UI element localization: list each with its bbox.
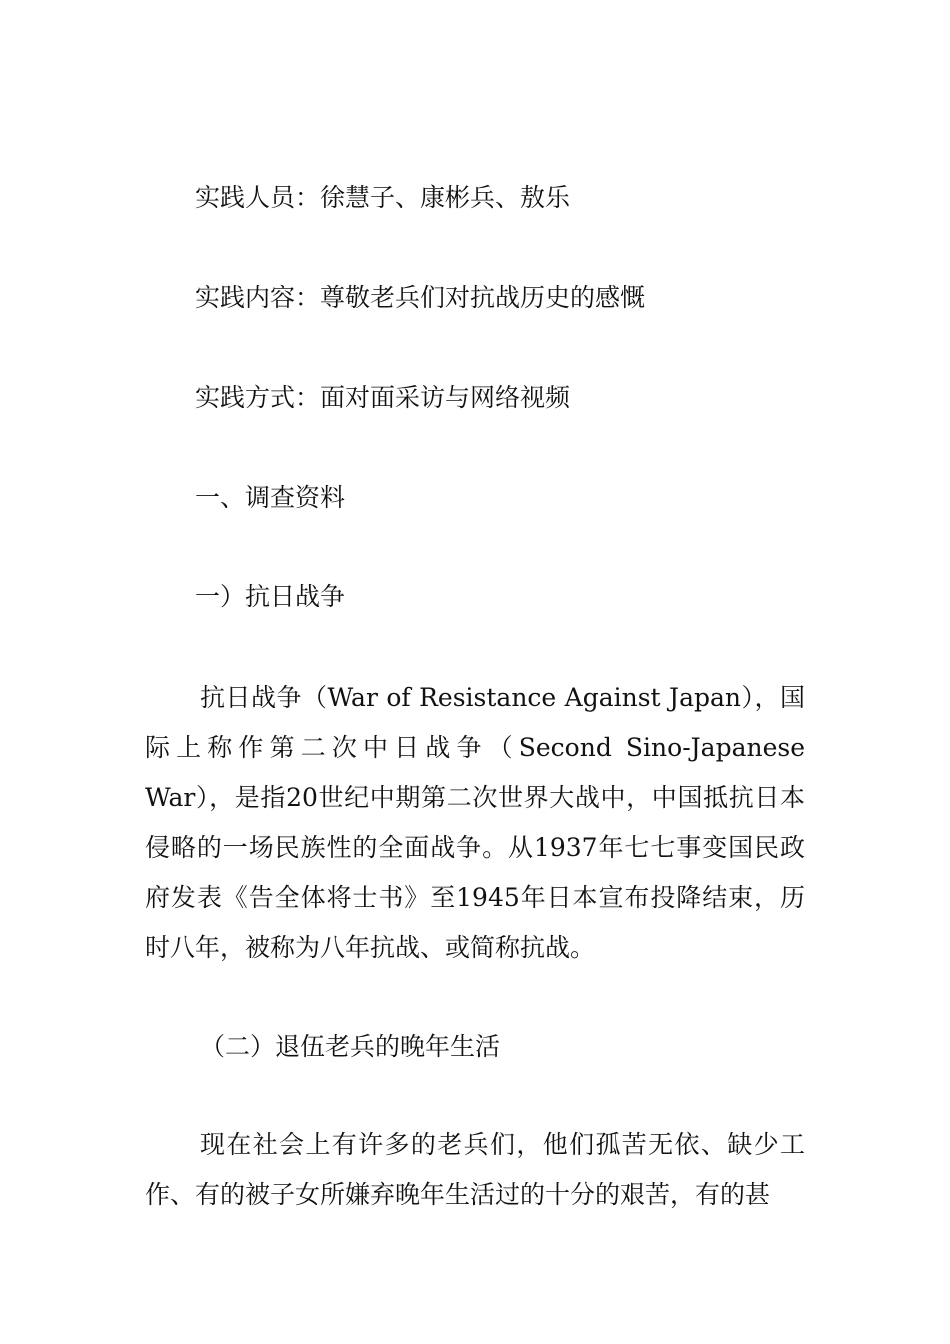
section-heading: 一、调查资料 <box>195 483 346 512</box>
subsection-heading-2: （二）退伍老兵的晚年生活 <box>200 1032 501 1061</box>
meta-method: 实践方式：面对面采访与网络视频 <box>195 383 571 412</box>
body-paragraph-2: 现在社会上有许多的老兵们，他们孤苦无依、缺少工作、有的被子女所嫌弃晚年生活过的十分的艰苦，有的甚 <box>145 1130 805 1209</box>
subsection-heading-1: 一）抗日战争 <box>195 582 346 611</box>
body-paragraph-1: 抗日战争（War of Resistance Against Japan），国际上称作第二次中日战争（Second Sino-Japanese War），是指20世纪中期第二次世界大战中，中国抵抗日本侵略的一场民族性的全面战争。从1937年七七事变国民政府发表《告全体将士书》至1945年日本宣布投降结束，历时八年，被称为八年抗战、或简称抗战。 <box>145 683 805 962</box>
meta-personnel: 实践人员：徐慧子、康彬兵、敖乐 <box>195 183 571 212</box>
meta-content: 实践内容：尊敬老兵们对抗战历史的感慨 <box>195 283 646 312</box>
